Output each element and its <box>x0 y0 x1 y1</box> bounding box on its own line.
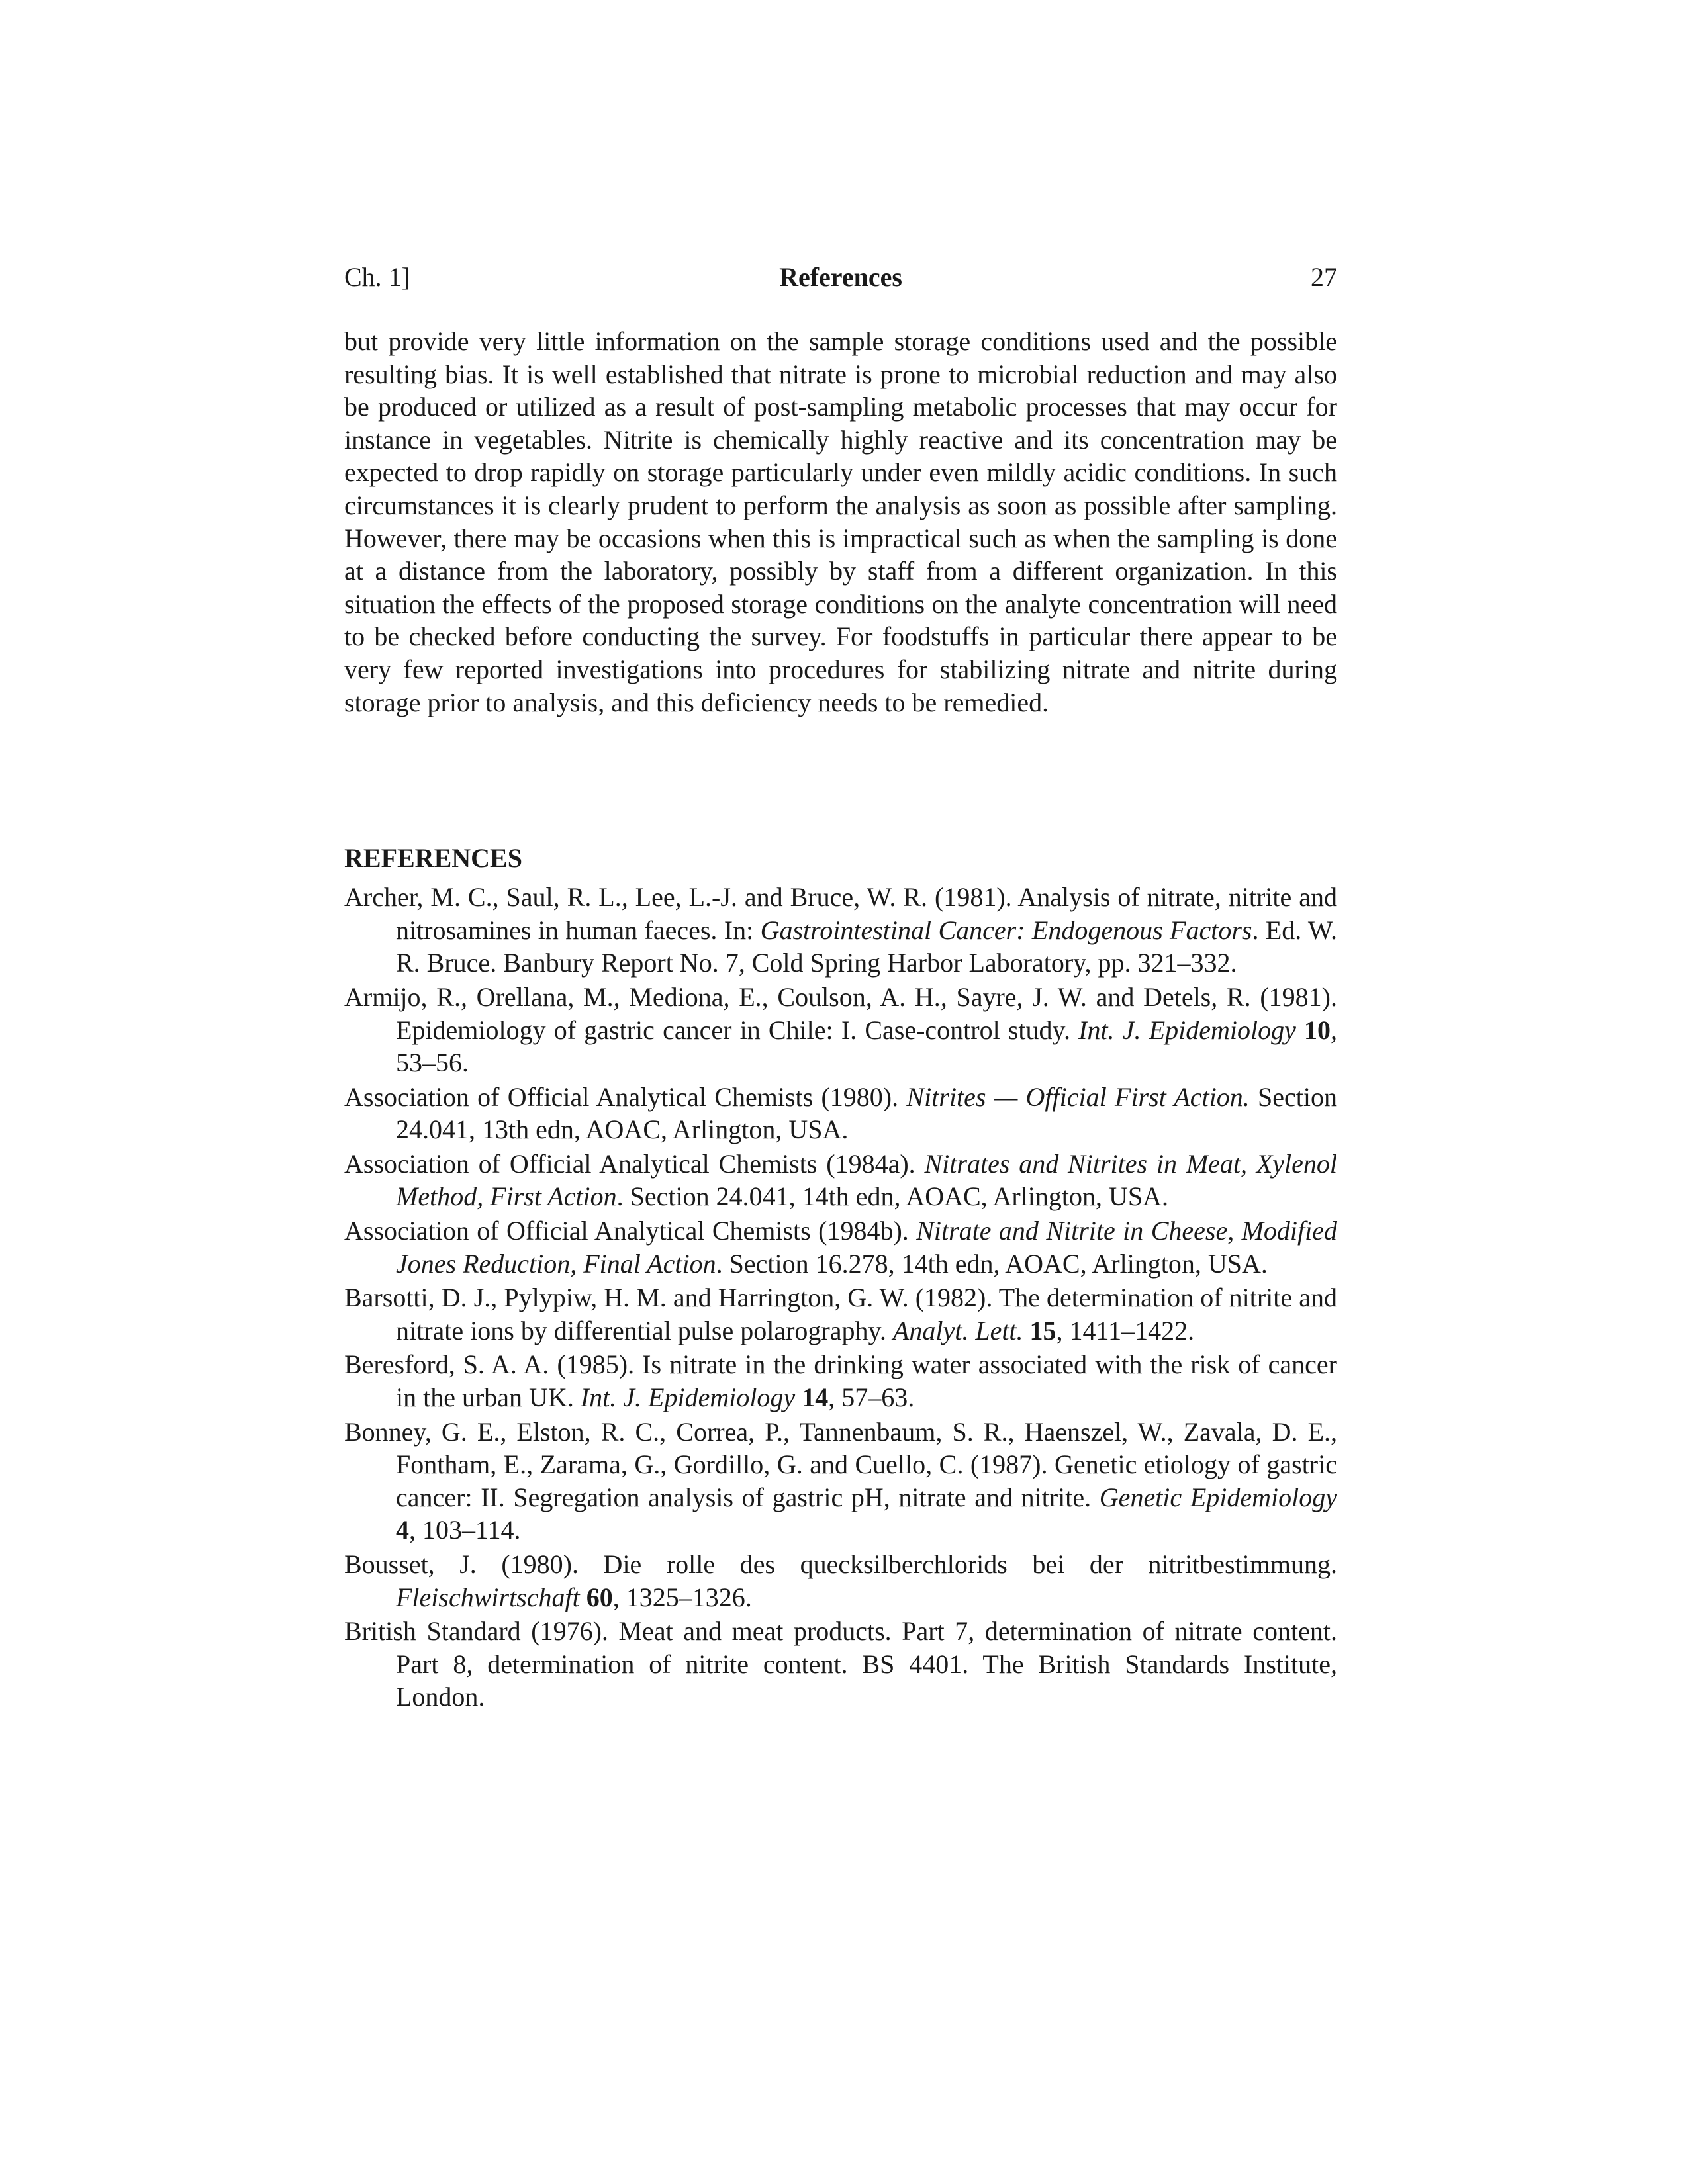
reference-entry: Association of Official Analytical Chemists (1984a). Nitrates and Nitrites in Meat, Xylenol Method, First Action. Section 24.041, 14th edn, AOAC, Arlington, USA. <box>344 1148 1337 1212</box>
references-heading: REFERENCES <box>344 843 522 874</box>
running-head <box>344 261 1337 301</box>
reference-entry: Archer, M. C., Saul, R. L., Lee, L.-J. and Bruce, W. R. (1981). Analysis of nitrate, nitrite and nitrosamines in human faeces. In: Gastrointestinal Cancer: Endogenous Factors. Ed. W. R. Bruce. Banbury Report No. 7, Cold Spring Harbor Laboratory, pp. 321–332. <box>344 882 1338 978</box>
page-number: 27 <box>1311 262 1337 292</box>
reference-entry: Bousset, J. (1980). Die rolle des quecksilberchlorids bei der nitritbestimmung. Fleischwirtschaft 60, 1325–1326. <box>344 1549 1337 1612</box>
reference-entry: Beresford, S. A. A. (1985). Is nitrate in the drinking water associated with the risk of cancer in the urban UK. Int. J. Epidemiology 14, 57–63. <box>344 1349 1337 1413</box>
reference-entry: Barsotti, D. J., Pylypiw, H. M. and Harrington, G. W. (1982). The determination of nitrite and nitrate ions by differential pulse polarography. Analyt. Lett. 15, 1411–1422. <box>344 1283 1337 1345</box>
body-paragraph: but provide very little information on the sample storage conditions used and the possible resulting bias. It is well established that nitrate is prone to microbial reduction and may also be produced or utilized as a result of post-sampling metabolic processes that may occur for instance in vegetables. Nitrite is chemically highly reactive and its concentration may be expected to drop rapidly on storage particularly under even mildly acidic conditions. In such circumstances it is clearly prudent to perform the analysis as soon as possible after sampling. However, there may be occasions when this is impractical such as when the sampling is done at a distance from the laboratory, possibly by staff from a different organization. In this situation the effects of the proposed storage conditions on the analyte concentration will need to be checked before conducting the survey. For foodstuffs in particular there appear to be very few reported investigations into procedures for stabilizing nitrate and nitrite during storage prior to analysis, and this deficiency needs to be remedied. <box>344 326 1337 717</box>
section-title: References <box>779 262 902 292</box>
reference-list <box>344 881 1337 1713</box>
chapter-label: Ch. 1] <box>344 262 410 292</box>
reference-entry: Association of Official Analytical Chemists (1984b). Nitrate and Nitrite in Cheese, Modified Jones Reduction, Final Action. Section 16.278, 14th edn, AOAC, Arlington, USA. <box>344 1216 1338 1279</box>
reference-entry: Bonney, G. E., Elston, R. C., Correa, P., Tannenbaum, S. R., Haenszel, W., Zavala, D. E., Fontham, E., Zarama, G., Gordillo, G. and Cuello, C. (1987). Genetic etiology of gastric cancer: II. Segregation analysis of gastric pH, nitrate and nitrite. Genetic Epidemiology 4, 103–114. <box>344 1416 1337 1545</box>
reference-entry: British Standard (1976). Meat and meat products. Part 7, determination of nitrate content. Part 8, determination of nitrite content. BS 4401. The British Standards Institute, London. <box>344 1616 1337 1712</box>
reference-entry: Association of Official Analytical Chemists (1980). Nitrites — Official First Action. Section 24.041, 13th edn, AOAC, Arlington, USA. <box>344 1081 1338 1145</box>
reference-entry: Armijo, R., Orellana, M., Mediona, E., Coulson, A. H., Sayre, J. W. and Detels, R. (1981). Epidemiology of gastric cancer in Chile: I. Case-control study. Int. J. Epidemiology 10, 53–56. <box>344 981 1337 1078</box>
book-page <box>344 261 1337 1715</box>
